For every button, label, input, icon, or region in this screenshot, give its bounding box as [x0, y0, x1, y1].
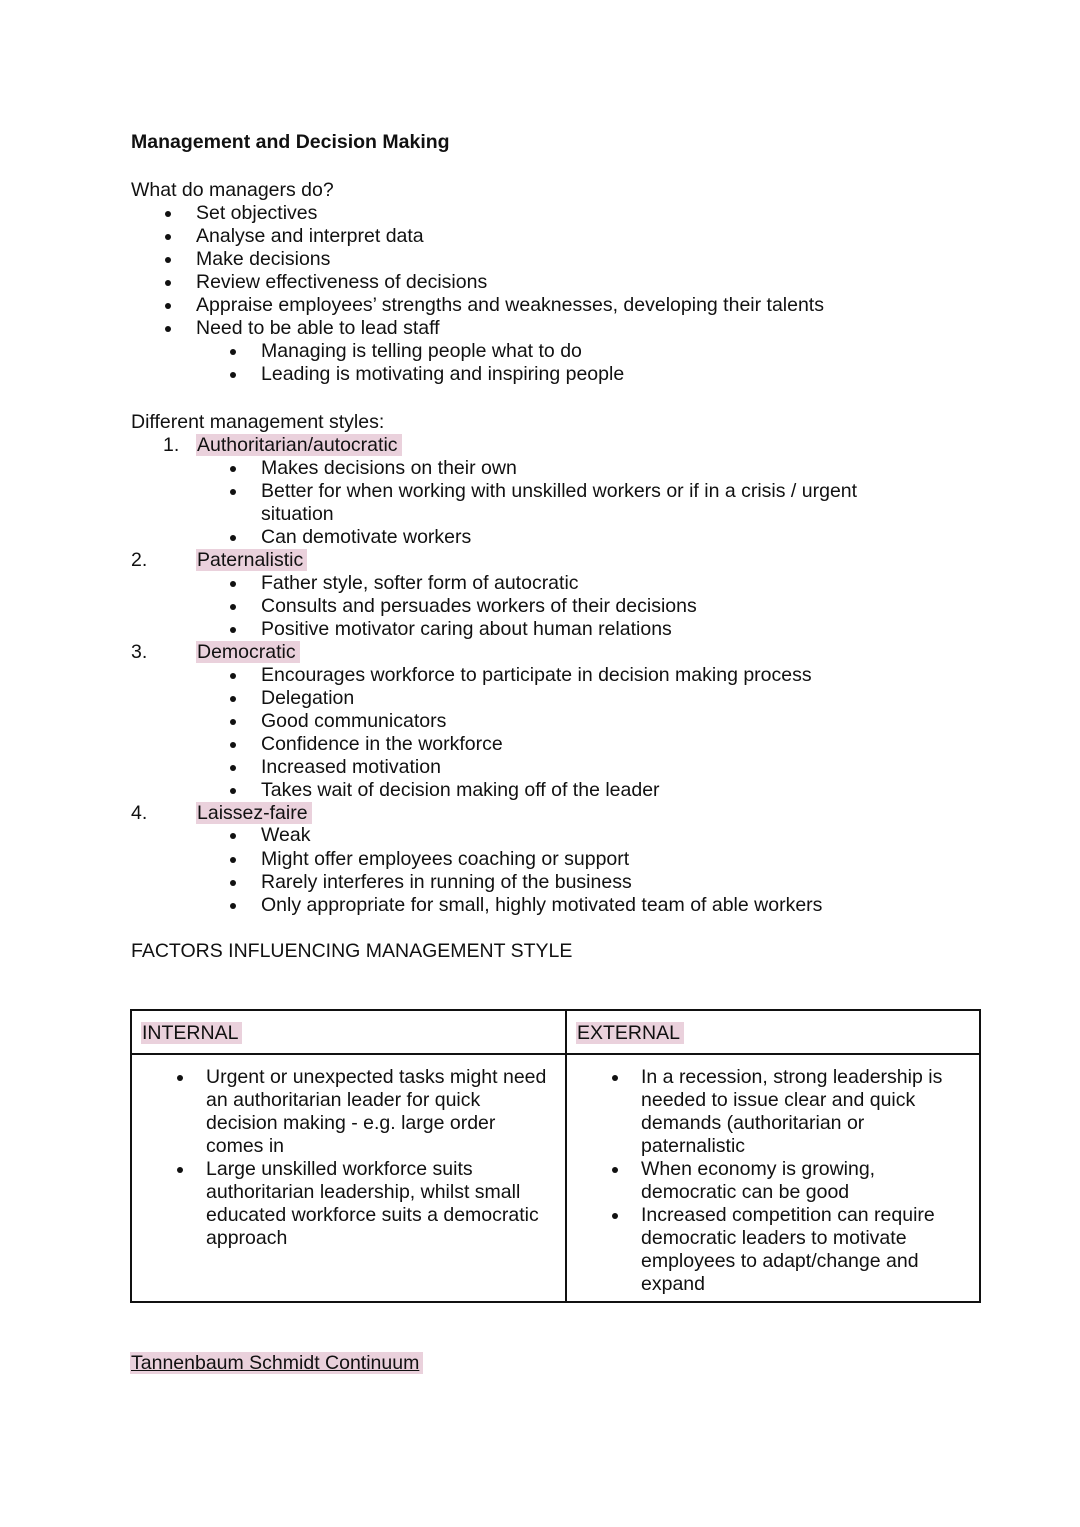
external-factor-text: In a recession, strong leadership is needed to issue clear and quick demands (authoritarian or paternalistic: [641, 1066, 943, 1157]
bullet-icon: [230, 604, 236, 610]
style-point: Takes wait of decision making off of the leader: [261, 779, 660, 801]
list-item: Analyse and interpret data: [196, 225, 424, 247]
external-header-cell: [566, 1010, 980, 1054]
bullet-icon: [230, 765, 236, 771]
sub-list-item: Leading is motivating and inspiring people: [261, 363, 625, 385]
bullet-icon: [230, 742, 236, 748]
internal-header-cell: [131, 1010, 566, 1054]
bullet-icon: [165, 326, 171, 332]
style-point: Good communicators: [261, 710, 447, 732]
bullet-icon: [177, 1075, 183, 1081]
style-name-label: Democratic: [196, 641, 300, 663]
bullet-icon: [165, 257, 171, 263]
internal-label: INTERNAL: [141, 1022, 242, 1044]
bullet-icon: [230, 719, 236, 725]
continuum-heading: [130, 1352, 423, 1375]
bullet-icon: [230, 696, 236, 702]
internal-factor: [132, 1066, 565, 1158]
internal-factor: [132, 1158, 565, 1250]
bullet-icon: [230, 349, 236, 355]
managers-question: What do managers do?: [131, 179, 334, 201]
continuum-label: Tannenbaum Schmidt Continuum: [130, 1352, 423, 1374]
bullet-icon: [230, 489, 236, 495]
style-point: Can demotivate workers: [261, 526, 472, 548]
factors-table: [130, 1009, 981, 1303]
list-item: Appraise employees’ strengths and weaknesses, developing their talents: [196, 294, 824, 316]
style-point: Better for when working with unskilled workers or if in a crisis / urgent: [261, 480, 858, 502]
styles-heading: Different management styles:: [131, 411, 385, 433]
style-name-democratic: [196, 641, 300, 664]
style-name-label: Laissez-faire: [196, 802, 312, 824]
style-number: 3.: [131, 641, 148, 663]
style-number: 2.: [131, 549, 148, 571]
style-point: Rarely interferes in running of the business: [261, 871, 632, 893]
internal-cell: [131, 1054, 566, 1302]
style-name-laissez-faire: [196, 802, 312, 825]
list-item: Review effectiveness of decisions: [196, 271, 488, 293]
style-point: Makes decisions on their own: [261, 457, 517, 479]
bullet-icon: [612, 1213, 618, 1219]
bullet-icon: [177, 1167, 183, 1173]
external-factor: [567, 1066, 979, 1158]
bullet-icon: [612, 1167, 618, 1173]
bullet-icon: [230, 903, 236, 909]
style-name-paternalistic: [196, 549, 307, 572]
external-cell: [566, 1054, 980, 1302]
bullet-icon: [612, 1075, 618, 1081]
sub-list-item: Managing is telling people what to do: [261, 340, 582, 362]
style-point: Only appropriate for small, highly motivated team of able workers: [261, 894, 823, 916]
bullet-icon: [230, 581, 236, 587]
style-point: Increased motivation: [261, 756, 441, 778]
external-label: EXTERNAL: [576, 1022, 684, 1044]
external-factor: [567, 1158, 979, 1204]
style-point: Confidence in the workforce: [261, 733, 503, 755]
bullet-icon: [230, 466, 236, 472]
bullet-icon: [230, 627, 236, 633]
bullet-icon: [230, 857, 236, 863]
style-point-continuation: situation: [261, 503, 334, 525]
style-point: Father style, softer form of autocratic: [261, 572, 579, 594]
internal-factor-text: Large unskilled workforce suits authoritarian leadership, whilst small educated workforce suits a democratic approach: [206, 1158, 539, 1249]
external-factor: [567, 1204, 979, 1296]
bullet-icon: [230, 880, 236, 886]
style-number: 4.: [131, 802, 148, 824]
bullet-icon: [165, 280, 171, 286]
style-point: Positive motivator caring about human relations: [261, 618, 672, 640]
style-number: 1.: [163, 434, 180, 456]
bullet-icon: [230, 372, 236, 378]
style-point: Consults and persuades workers of their decisions: [261, 595, 697, 617]
external-factor-text: Increased competition can require democratic leaders to motivate employees to adapt/change and expand: [641, 1204, 935, 1295]
bullet-icon: [165, 211, 171, 217]
bullet-icon: [230, 673, 236, 679]
style-name-label: Authoritarian/autocratic: [196, 434, 402, 456]
style-point: Weak: [261, 824, 311, 846]
bullet-icon: [165, 303, 171, 309]
style-point: Might offer employees coaching or support: [261, 848, 630, 870]
list-item: Need to be able to lead staff: [196, 317, 440, 339]
style-point: Encourages workforce to participate in decision making process: [261, 664, 812, 686]
bullet-icon: [165, 234, 171, 240]
external-factor-text: When economy is growing, democratic can be good: [641, 1158, 876, 1203]
list-item: Set objectives: [196, 202, 318, 224]
factors-heading: FACTORS INFLUENCING MANAGEMENT STYLE: [131, 940, 573, 962]
bullet-icon: [230, 535, 236, 541]
bullet-icon: [230, 788, 236, 794]
page-title: Management and Decision Making: [131, 131, 450, 153]
bullet-icon: [230, 833, 236, 839]
internal-factor-text: Urgent or unexpected tasks might need an authoritarian leader for quick decision making - e.g. large order comes in: [206, 1066, 547, 1157]
style-point: Delegation: [261, 687, 355, 709]
style-name-authoritarian: [196, 434, 402, 457]
style-name-label: Paternalistic: [196, 549, 307, 571]
list-item: Make decisions: [196, 248, 331, 270]
